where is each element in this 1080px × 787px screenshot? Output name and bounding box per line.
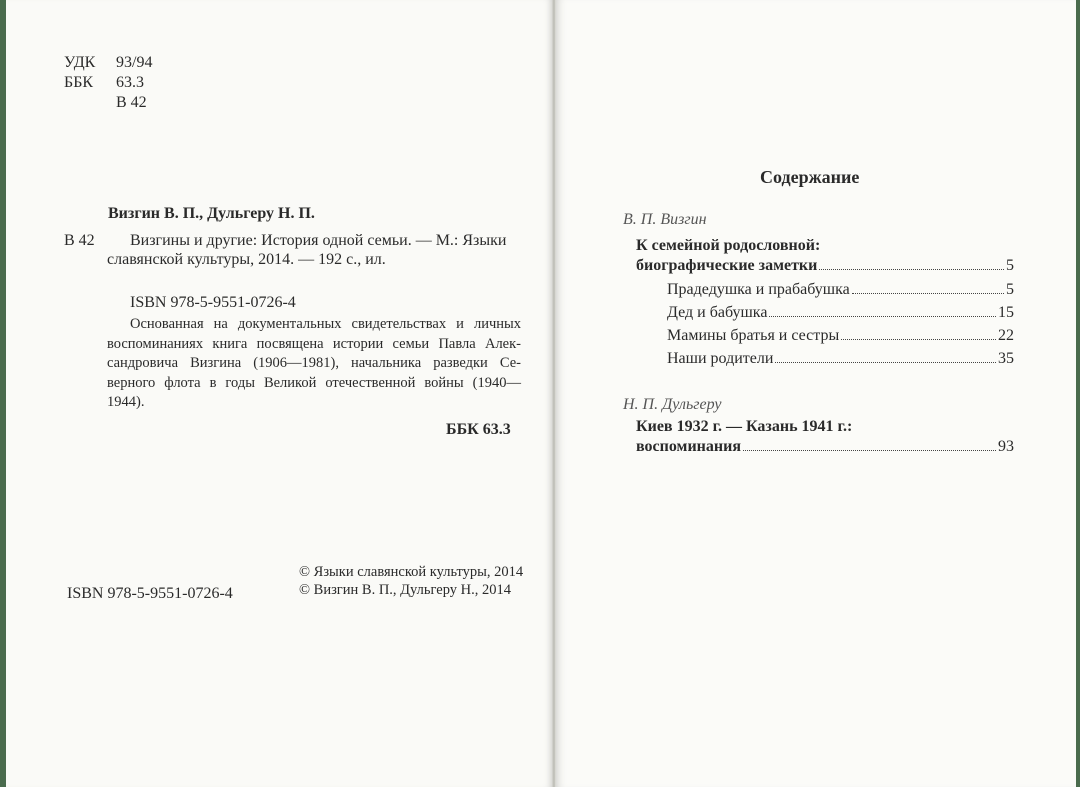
toc-entry-title: Мамины братья и сестры (667, 327, 840, 344)
toc-entry-title: воспоминания (636, 438, 741, 455)
dot-leader (769, 316, 996, 317)
index-mark: В 42 (64, 232, 95, 249)
toc-section-2-line-1: Киев 1932 г. — Казань 1941 г.: (636, 418, 853, 435)
annotation-line: верного флота в годы Великой отечественной войны (1940— (107, 374, 521, 391)
annotation-line: сандровича Визгина (1906—1981), начальника разведки Се- (107, 355, 521, 371)
udk-value: 93/94 (116, 54, 153, 71)
toc-entry (667, 303, 1014, 323)
toc-title: Содержание (760, 167, 860, 187)
bbk-footer: ББК 63.3 (446, 421, 511, 438)
toc-entry-title: Прадедушка и прабабушка (667, 281, 850, 298)
annotation-line: Основанная на документальных свидетельствах и личных (130, 316, 521, 332)
toc-entry (667, 280, 1014, 300)
dot-leader (852, 293, 1004, 294)
toc-entry-page: 22 (998, 327, 1014, 344)
annotation (107, 315, 521, 413)
toc-entry-page: 15 (998, 304, 1014, 321)
isbn-bottom: ISBN 978-5-9551-0726-4 (67, 585, 233, 602)
toc-entry-title: Дед и бабушка (667, 304, 768, 321)
classification-block (64, 53, 204, 113)
toc-author-1: В. П. Визгин (623, 211, 707, 228)
toc-entry-page: 5 (1006, 281, 1014, 298)
toc-section-1-line-1: К семейной родословной: (636, 237, 821, 254)
udk-label: УДК (64, 54, 96, 71)
toc-entry-page: 35 (998, 350, 1014, 367)
authors-heading: Визгин В. П., Дульгеру Н. П. (108, 205, 315, 222)
toc-entry (667, 349, 1014, 369)
toc-entry-page: 5 (1006, 257, 1014, 274)
dot-leader (743, 450, 996, 451)
copyright-2: © Визгин В. П., Дульгеру Н., 2014 (299, 582, 511, 598)
copyright-1: © Языки славянской культуры, 2014 (299, 564, 524, 580)
bbk-value: 63.3 (116, 74, 144, 91)
left-page (6, 0, 552, 787)
isbn: ISBN 978-5-9551-0726-4 (130, 294, 296, 311)
dot-leader (819, 269, 1004, 270)
toc-entry-title: биографические заметки (636, 257, 818, 274)
dot-leader (775, 362, 996, 363)
toc-author-2: Н. П. Дульгеру (623, 396, 722, 413)
biblio-line-1: Визгины и другие: История одной семьи. — М.: Языки (130, 232, 507, 249)
toc-entry-section-2 (636, 437, 1014, 457)
right-page (556, 0, 1076, 787)
biblio-line-2: славянской культуры, 2014. — 192 с., ил. (107, 251, 386, 268)
toc-entry (667, 326, 1014, 346)
toc-entry-section-1 (636, 256, 1014, 276)
annotation-line: 1944). (107, 394, 145, 410)
annotation-line: воспоминаниях книга посвящена истории семьи Павла Алек- (107, 335, 521, 352)
bbk-label: ББК (64, 74, 94, 91)
dot-leader (841, 339, 996, 340)
toc-entry-title: Наши родители (667, 350, 774, 367)
author-mark: В 42 (116, 94, 147, 111)
toc-entry-page: 93 (998, 438, 1014, 455)
